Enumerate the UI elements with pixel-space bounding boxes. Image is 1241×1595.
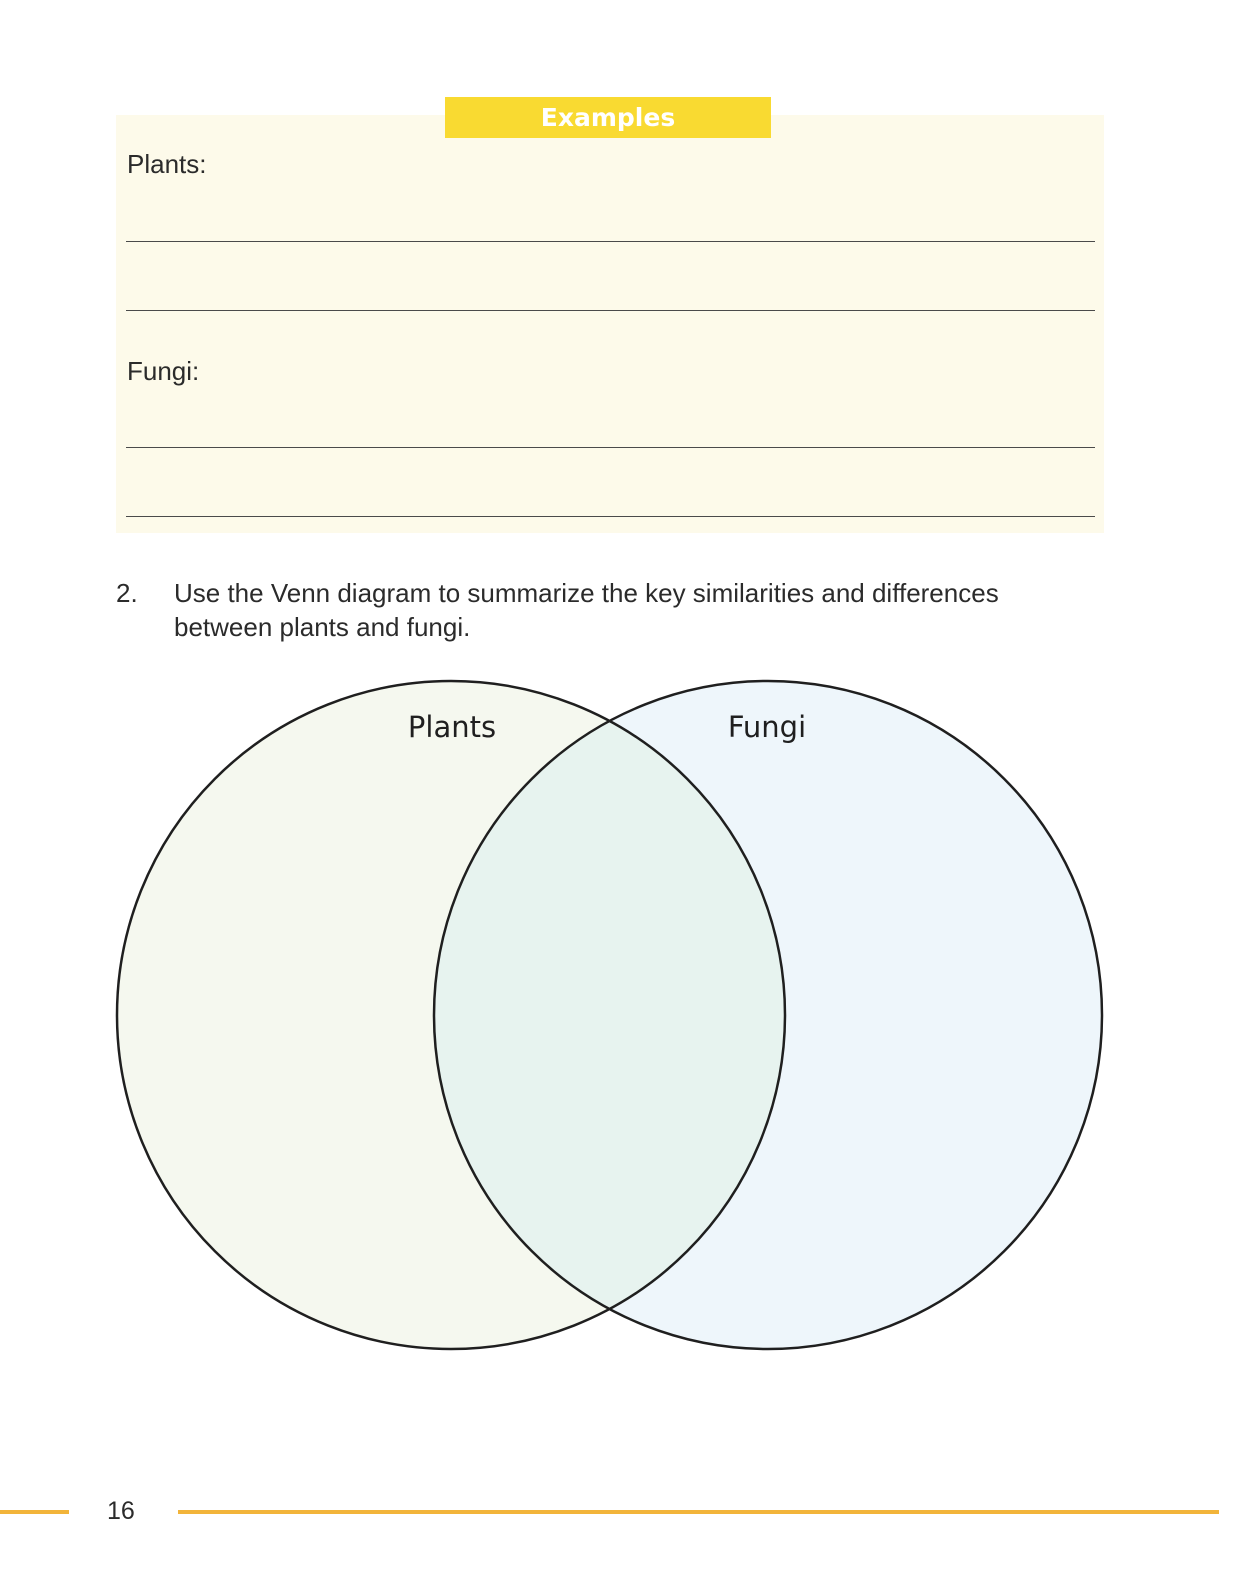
examples-tab: Examples (445, 97, 771, 138)
venn-label-plants: Plants (407, 710, 497, 744)
fungi-label: Fungi: (127, 356, 200, 386)
footer-rule-left (0, 1510, 69, 1514)
page-number: 16 (107, 1497, 135, 1525)
question-number: 2. (116, 578, 138, 608)
plants-label: Plants: (127, 149, 207, 179)
venn-label-fungi: Fungi (727, 710, 807, 744)
question-text: Use the Venn diagram to summarize the key similarities and differences between plants and fungi. (174, 578, 999, 642)
footer-rule-right (178, 1510, 1219, 1514)
